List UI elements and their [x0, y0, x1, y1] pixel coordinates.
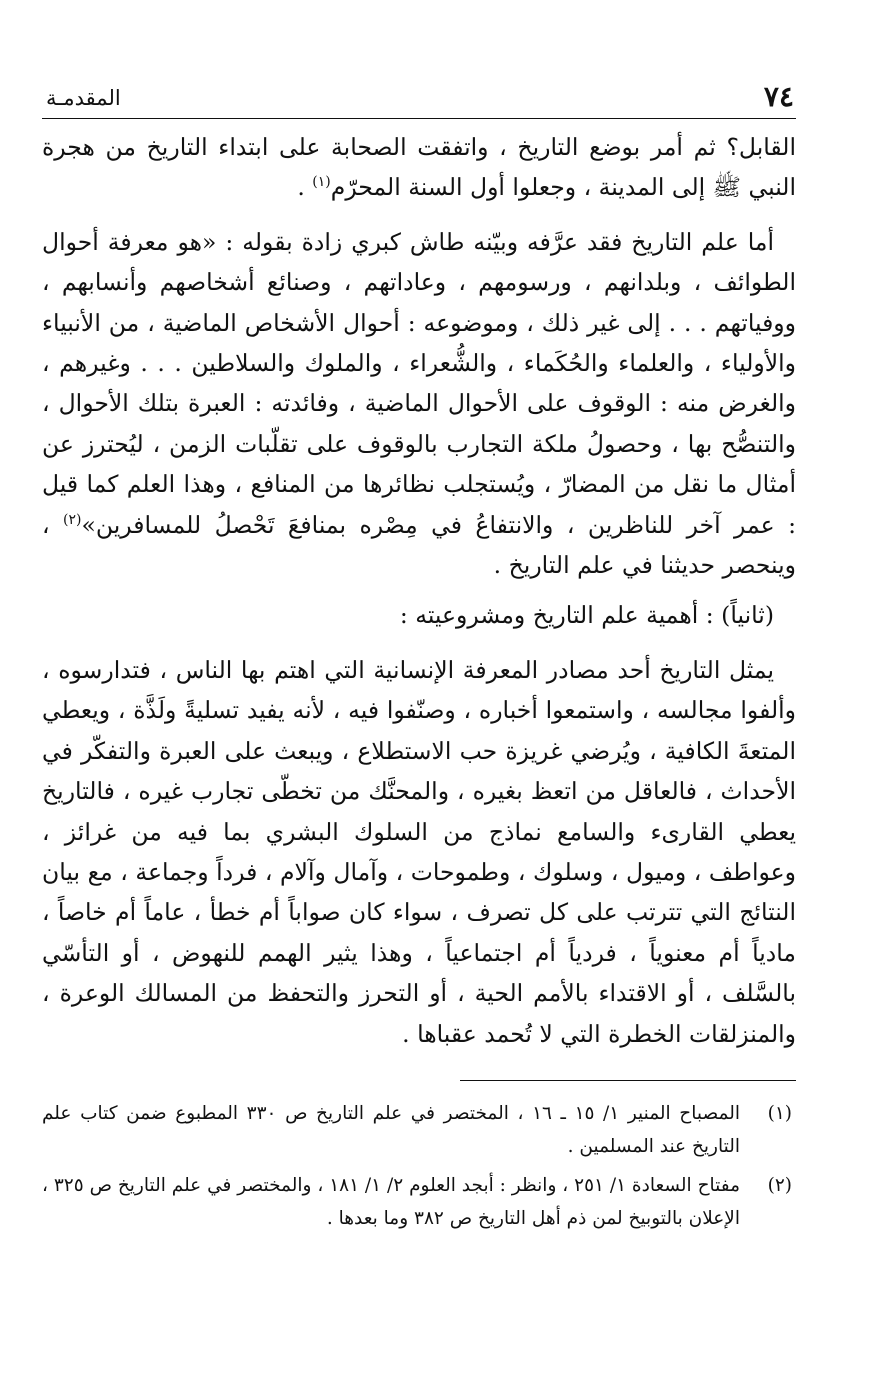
paragraph-importance: يمثل التاريخ أحد مصادر المعرفة الإنسانية التي اهتم بها الناس ، فتدارسوه ، وألفوا مجالسه ، واستمعوا أخباره ، وصنّفوا فيه ، لأنه يفيد تسليةً ولَذَّة ، ويعطي المتعةَ الكافية ، ويُرضي غريزة حب الاستطلاع ، ويبعث على العبرة والتفكّر في الأحداث ، فالعاقل من اتعظ بغيره ، والمحنَّك من تخطّى تجارب غيره ، فالتاريخ يعطي القارىء والسامع نماذج من السلوك البشري بما فيه من غرائز ، وعواطف ، وميول ، وسلوك ، وطموحات ، وآمال وآلام ، فرداً وجماعة ، مع بيان النتائج التي تترتب على كل تصرف ، سواء كان صواباً أم خطأ ، عاماً أم خاصاً ، مادياً أم معنوياً ، فردياً أم اجتماعياً ، وهذا يثير الهمم للنهوض ، أو التأسّي بالسَّلف ، أو الاقتداء بالأمم الحية ، أو التحرز والتحفظ من المسالك الوعرة ، والمنزلقات الخطرة التي لا تُحمد عقباها . [42, 655, 796, 1048]
main-text [42, 127, 796, 1054]
footnote-text: المصباح المنير ١/ ١٥ ـ ١٦ ، المختصر في علم التاريخ ص ٣٣٠ المطبوع ضمن كتاب علم التاريخ عند المسلمين . [42, 1102, 740, 1157]
chapter-title: المقدمـة [46, 86, 121, 110]
footnotes [42, 1097, 796, 1235]
paragraph-definition-end: ، وينحصر حديثنا في علم التاريخ . [42, 510, 796, 580]
footnote-1 [42, 1097, 796, 1163]
footnote-number: (٢) [767, 1174, 792, 1196]
paragraph-definition-text: أما علم التاريخ فقد عرَّفه وبيّنه طاش كبري زادة بقوله : «هو معرفة أحوال الطوائف ، وبلدانهم ، ورسومهم ، وعاداتهم ، وصنائع أشخاصهم وأنسابهم ، ووفياتهم . . . إلى غير ذلك ، وموضوعه : أحوال الأشخاص الماضية ، من الأنبياء والأولياء ، والعلماء والحُكَماء ، والشُّعراء ، والملوك والسلاطين . . . وغيرهم ، والغرض منه : الوقوف على الأحوال الماضية ، وفائدته : العبرة بتلك الأحوال ، والتنصُّح بها ، وحصولُ ملكة التجارب بالوقوف على تقلّبات الزمن ، ليُحترز عن أمثال ما نقل من المضارّ ، ويُستجلب نظائرها من المنافع ، وهذا العلم كما قيل : عمر آخر للناظرين ، والانتفاعُ في مِصْره بمنافعَ تَحْصلُ للمسافرين» [42, 227, 796, 539]
footnote-number: (١) [767, 1102, 792, 1124]
footnote-ref-2[interactable]: (٢) [63, 511, 82, 528]
footnote-2 [42, 1169, 796, 1235]
footnote-ref-1[interactable]: (١) [312, 174, 331, 191]
footnote-divider [460, 1080, 796, 1081]
running-header [42, 78, 796, 119]
section-heading: (ثانياً) : أهمية علم التاريخ ومشروعيته : [399, 601, 774, 630]
paragraph-hijra-text: القابل؟ ثم أمر بوضع التاريخ ، واتفقت الصحابة على ابتداء التاريخ من هجرة النبي ﷺ إلى المدينة ، وجعلوا أول السنة المحرّم [42, 133, 796, 202]
book-page [42, 78, 796, 1241]
footnote-text: مفتاح السعادة ١/ ٢٥١ ، وانظر : أبجد العلوم ٢/ ١/ ١٨١ ، والمختصر في علم التاريخ ص ٣٢٥ ، الإعلان بالتوبيخ لمن ذم أهل التاريخ ص ٣٨٢ وما بعدها . [42, 1174, 741, 1229]
paragraph-definition [42, 222, 796, 586]
page-number: ٧٤ [763, 80, 794, 113]
paragraph-hijra-end: . [297, 173, 313, 202]
paragraph-hijra [42, 127, 796, 208]
